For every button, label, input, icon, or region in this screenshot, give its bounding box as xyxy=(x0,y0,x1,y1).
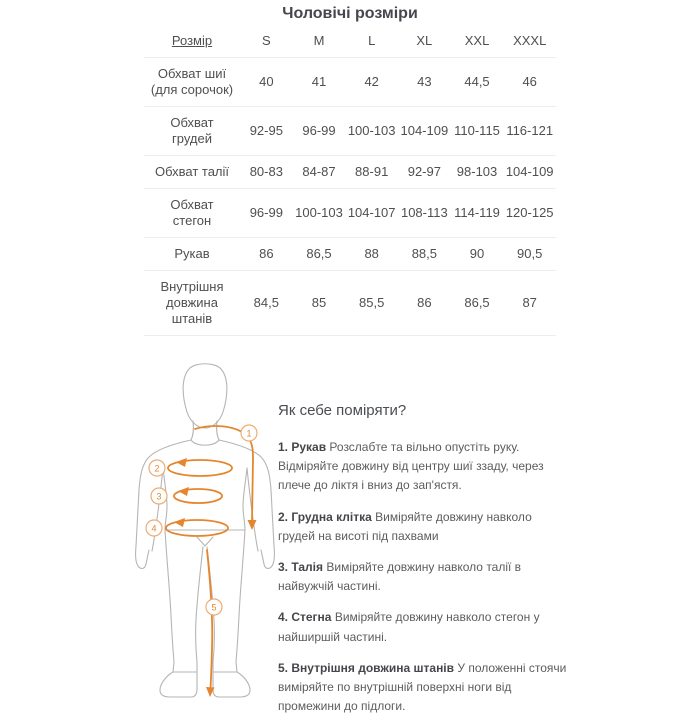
value-cell: 104-109 xyxy=(505,164,554,179)
value-cell: 104-107 xyxy=(347,205,396,220)
table-row xyxy=(144,238,556,271)
table-row xyxy=(144,271,556,336)
table-row xyxy=(144,107,556,156)
value-cell: 43 xyxy=(417,74,432,89)
value-cell: 86,5 xyxy=(306,246,332,261)
table-row xyxy=(144,156,556,189)
guide-step-1 xyxy=(278,438,570,496)
value-cell: 110-115 xyxy=(454,123,500,138)
value-cell: 108-113 xyxy=(400,205,448,220)
measuring-guide xyxy=(278,402,570,728)
value-cell: 85 xyxy=(311,295,327,310)
value-cell: 40 xyxy=(259,74,274,89)
row-label-text: Обхват шиї (для сорочок) xyxy=(150,66,234,97)
row-label xyxy=(144,246,240,262)
value-cell: 100-103 xyxy=(347,123,396,138)
value-cell: 98-103 xyxy=(456,164,498,179)
row-label-text: Обхват грудей xyxy=(170,115,214,146)
guide-step-3 xyxy=(278,558,570,596)
chest-measure-ellipse xyxy=(168,458,232,476)
svg-text:5: 5 xyxy=(211,602,217,613)
value-cell: 41 xyxy=(311,74,327,89)
guide-step-5-lead: 5. Внутрішня довжина штанів xyxy=(278,660,455,675)
guide-step-2-lead: 2. Грудна клітка xyxy=(278,509,372,524)
guide-step-2-text: Виміряйте довжину навколо грудей на висоті під пахвами xyxy=(278,509,532,543)
row-label xyxy=(144,197,240,229)
value-cell: 88,5 xyxy=(411,246,437,261)
guide-step-2 xyxy=(278,508,570,546)
guide-step-5 xyxy=(278,659,570,717)
row-label xyxy=(144,279,240,327)
row-label-text: Рукав xyxy=(174,246,210,261)
row-label-text: Обхват талії xyxy=(154,164,230,179)
page-title: Чоловічі розміри xyxy=(282,5,418,22)
row-label xyxy=(144,115,240,147)
guide-step-3-lead: 3. Талія xyxy=(278,559,324,574)
value-cell: 80-83 xyxy=(249,164,283,179)
guide-step-1-lead: 1. Рукав xyxy=(278,440,327,454)
value-cell: 84-87 xyxy=(302,164,336,179)
guide-step-3-text: Виміряйте довжину навколо талії в найвужчій частині. xyxy=(278,559,522,594)
value-cell: 86 xyxy=(417,295,432,310)
size-header-cell: M xyxy=(313,33,325,48)
value-cell: 92-97 xyxy=(407,164,441,179)
svg-text:4: 4 xyxy=(151,523,157,534)
value-cell: 90,5 xyxy=(517,246,543,261)
value-cell: 116-121 xyxy=(506,123,554,138)
guide-step-4-text: Виміряйте довжину навколо стегон у найширшій частині. xyxy=(278,610,540,644)
value-cell: 92-95 xyxy=(249,123,283,138)
size-column-header xyxy=(144,33,240,49)
guide-step-4-lead: 4. Стегна xyxy=(278,610,332,625)
value-cell: 42 xyxy=(364,74,379,89)
marker-2 xyxy=(149,460,165,476)
svg-text:3: 3 xyxy=(156,491,162,502)
svg-text:1: 1 xyxy=(246,428,252,439)
body-measurement-diagram xyxy=(125,358,285,700)
waist-measure-ellipse xyxy=(174,487,222,503)
size-header-cell: XL xyxy=(416,33,433,48)
row-label xyxy=(144,66,240,98)
value-cell: 44,5 xyxy=(464,74,490,89)
value-cell: 86,5 xyxy=(464,295,490,310)
table-row xyxy=(144,58,556,107)
row-label-text: Обхват стегон xyxy=(170,197,214,228)
value-cell: 46 xyxy=(522,74,537,89)
value-cell: 104-109 xyxy=(400,123,449,138)
hips-measure-ellipse xyxy=(166,518,228,536)
guide-step-5-text: У положенні стоячи виміряйте по внутрішній поверхні ноги від промежини до підлоги. xyxy=(278,660,567,714)
size-header-link[interactable]: Розмір xyxy=(171,33,213,48)
row-label-text: Внутрішня довжина штанів xyxy=(160,279,224,326)
marker-5 xyxy=(206,599,222,615)
value-cell: 114-119 xyxy=(454,205,500,220)
size-table xyxy=(144,25,556,336)
table-row xyxy=(144,189,556,238)
size-header-cell: L xyxy=(368,33,376,48)
marker-4 xyxy=(146,520,162,536)
value-cell: 84,5 xyxy=(253,295,279,310)
value-cell: 96-99 xyxy=(249,205,283,220)
value-cell: 86 xyxy=(259,246,274,261)
size-header-cell: S xyxy=(262,33,271,48)
size-header-cell: XXL xyxy=(464,33,490,48)
marker-1 xyxy=(241,425,257,441)
value-cell: 87 xyxy=(522,295,537,310)
svg-text:2: 2 xyxy=(154,463,160,474)
value-cell: 90 xyxy=(469,246,485,261)
size-header-cell: XXXL xyxy=(513,33,547,48)
value-cell: 120-125 xyxy=(505,205,554,220)
marker-3 xyxy=(151,488,167,504)
guide-step-4 xyxy=(278,608,570,646)
table-header-row xyxy=(144,25,556,58)
value-cell: 100-103 xyxy=(295,205,343,220)
guide-heading: Як себе поміряти? xyxy=(278,402,407,419)
value-cell: 96-99 xyxy=(302,123,336,138)
value-cell: 88-91 xyxy=(355,164,389,179)
row-label xyxy=(144,164,240,180)
guide-step-1-text: Розслабте та вільно опустіть руку. Відміряйте довжину від центру шиї ззаду, через плече до ліктя і вниз до зап'ястя. xyxy=(278,440,544,493)
value-cell: 85,5 xyxy=(359,295,385,310)
value-cell: 88 xyxy=(364,246,379,261)
